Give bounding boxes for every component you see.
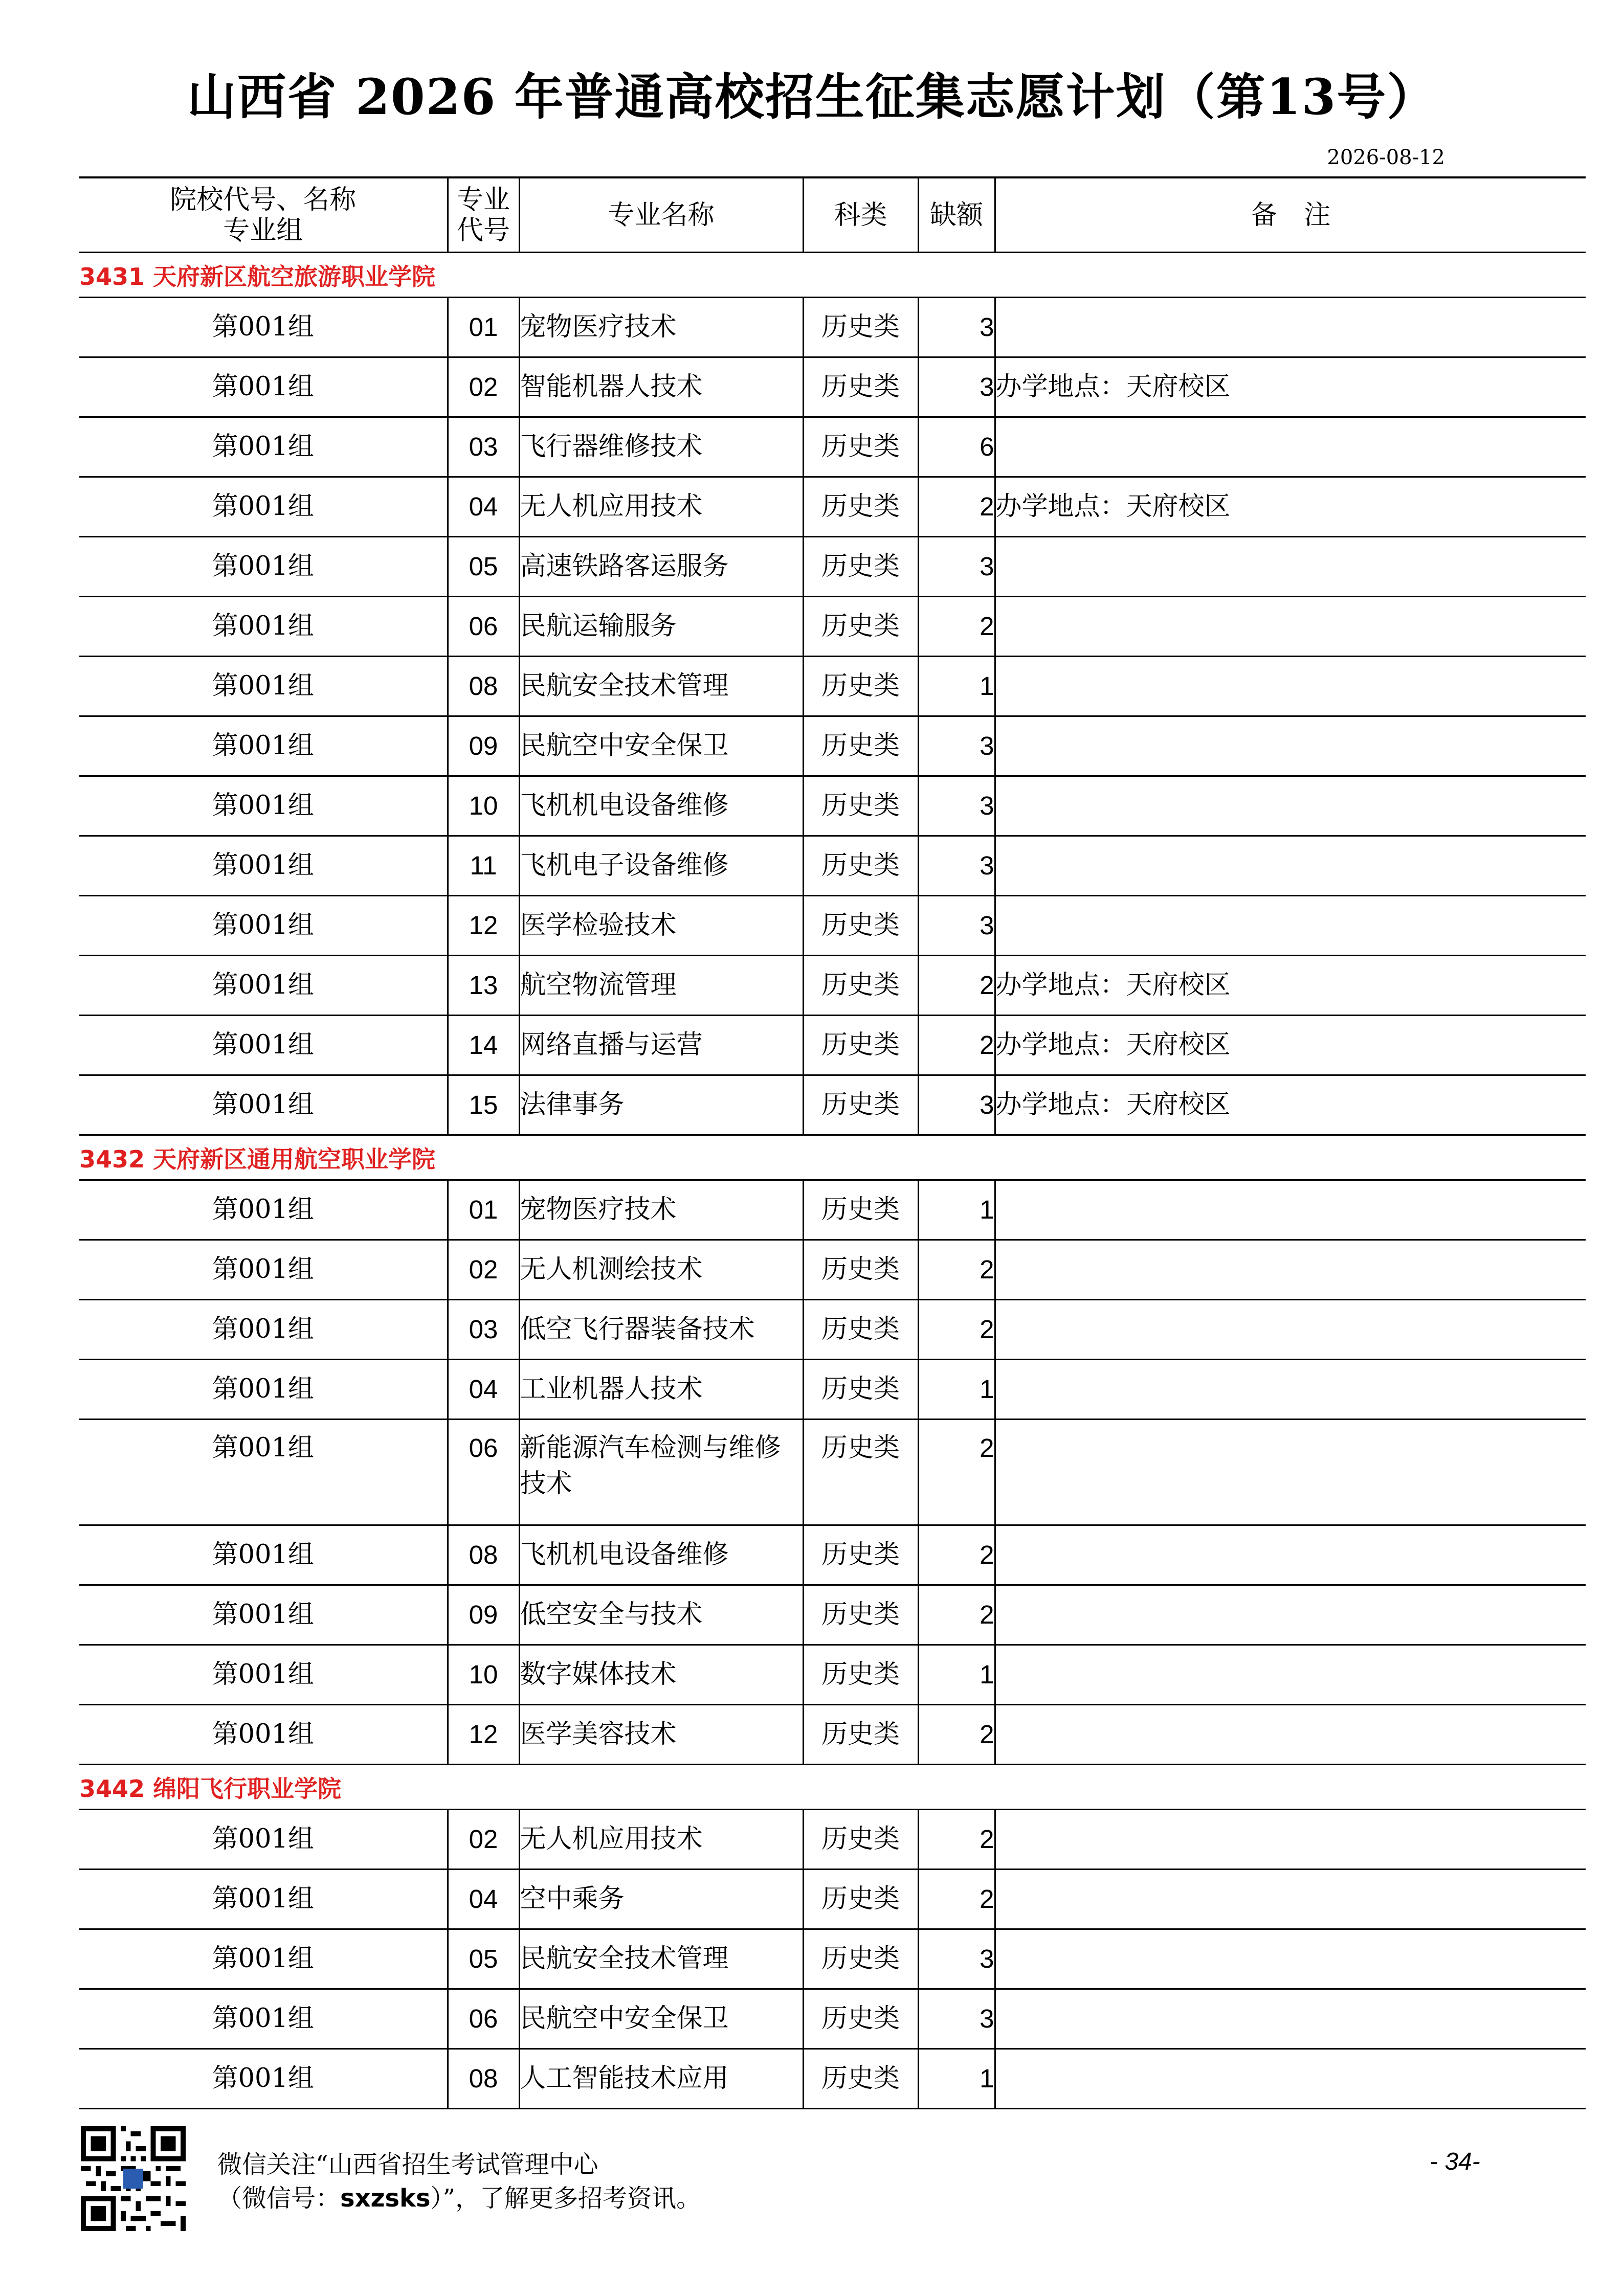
category-cell: 历史类 [803, 1300, 918, 1360]
major-name-cell: 民航空中安全保卫 [519, 716, 803, 776]
major-name-cell: 医学检验技术 [519, 896, 803, 956]
major-name-cell: 空中乘务 [519, 1870, 803, 1929]
major-code-cell: 06 [448, 1989, 519, 2049]
quota-cell: 3 [918, 537, 995, 597]
page-number: - 34- [1430, 2148, 1480, 2175]
group-cell: 第001组 [79, 1240, 448, 1300]
group-cell: 第001组 [79, 896, 448, 956]
major-name-cell: 宠物医疗技术 [519, 298, 803, 357]
major-name-cell: 无人机测绘技术 [519, 1240, 803, 1300]
table-row [79, 1300, 1586, 1360]
footer-notice [217, 2148, 701, 2215]
major-name-cell: 低空安全与技术 [519, 1585, 803, 1645]
quota-cell: 2 [918, 1705, 995, 1765]
table-row [79, 417, 1586, 477]
major-code-cell: 08 [448, 1525, 519, 1585]
major-name-cell: 飞机电子设备维修 [519, 836, 803, 896]
quota-cell: 3 [918, 716, 995, 776]
quota-cell: 3 [918, 357, 995, 417]
group-cell: 第001组 [79, 1929, 448, 1989]
major-code-cell: 14 [448, 1016, 519, 1075]
major-name-cell: 民航运输服务 [519, 597, 803, 657]
major-code-cell: 03 [448, 1300, 519, 1360]
note-cell [995, 1240, 1586, 1300]
category-cell: 历史类 [803, 836, 918, 896]
major-name-cell: 无人机应用技术 [519, 477, 803, 537]
table-row [79, 836, 1586, 896]
footer-line-1: 微信关注“山西省招生考试管理中心 [217, 2150, 598, 2179]
major-name-cell: 网络直播与运营 [519, 1016, 803, 1075]
major-code-cell: 01 [448, 298, 519, 357]
major-code-cell: 09 [448, 716, 519, 776]
quota-cell: 3 [918, 836, 995, 896]
quota-cell: 2 [918, 1016, 995, 1075]
major-name-cell: 民航安全技术管理 [519, 657, 803, 716]
note-cell [995, 1585, 1586, 1645]
group-cell: 第001组 [79, 1300, 448, 1360]
group-cell: 第001组 [79, 1989, 448, 2049]
major-name-cell: 法律事务 [519, 1075, 803, 1135]
quota-cell: 1 [918, 1645, 995, 1705]
table-row [79, 298, 1586, 357]
footer-line-2: （微信号：sxzsks）”，了解更多招考资讯。 [217, 2184, 701, 2213]
major-code-cell: 06 [448, 597, 519, 657]
college-heading: 3432 天府新区通用航空职业学院 [79, 1135, 1586, 1180]
category-cell: 历史类 [803, 1810, 918, 1870]
category-cell: 历史类 [803, 417, 918, 477]
major-name-cell: 宠物医疗技术 [519, 1180, 803, 1240]
group-cell: 第001组 [79, 1075, 448, 1135]
table-row [79, 1240, 1586, 1300]
header-note: 备 注 [995, 177, 1586, 253]
plan-table-body [79, 253, 1586, 2109]
category-cell: 历史类 [803, 477, 918, 537]
note-cell [995, 776, 1586, 836]
category-cell: 历史类 [803, 357, 918, 417]
table-row [79, 1360, 1586, 1420]
group-cell: 第001组 [79, 657, 448, 716]
quota-cell: 2 [918, 1585, 995, 1645]
category-cell: 历史类 [803, 1016, 918, 1075]
quota-cell: 2 [918, 1810, 995, 1870]
major-code-cell: 02 [448, 357, 519, 417]
note-cell [995, 1180, 1586, 1240]
major-name-cell: 民航空中安全保卫 [519, 1989, 803, 2049]
quota-cell: 3 [918, 1075, 995, 1135]
table-row [79, 537, 1586, 597]
note-cell [995, 597, 1586, 657]
table-row [79, 776, 1586, 836]
header-quota: 缺额 [918, 177, 995, 253]
major-name-cell: 无人机应用技术 [519, 1810, 803, 1870]
table-header-row [79, 177, 1586, 253]
category-cell: 历史类 [803, 1075, 918, 1135]
college-heading-row [79, 253, 1586, 298]
major-name-cell: 航空物流管理 [519, 956, 803, 1016]
note-cell [995, 1810, 1586, 1870]
note-cell [995, 716, 1586, 776]
category-cell: 历史类 [803, 1989, 918, 2049]
group-cell: 第001组 [79, 1585, 448, 1645]
table-row [79, 1810, 1586, 1870]
quota-cell: 6 [918, 417, 995, 477]
note-cell [995, 1360, 1586, 1420]
quota-cell: 2 [918, 1420, 995, 1525]
category-cell: 历史类 [803, 1870, 918, 1929]
category-cell: 历史类 [803, 1240, 918, 1300]
major-name-cell: 智能机器人技术 [519, 357, 803, 417]
major-name-cell: 低空飞行器装备技术 [519, 1300, 803, 1360]
major-name-cell: 新能源汽车检测与维修技术 [519, 1420, 803, 1525]
note-cell [995, 1989, 1586, 2049]
quota-cell: 2 [918, 956, 995, 1016]
major-code-cell: 04 [448, 477, 519, 537]
note-cell: 办学地点：天府校区 [995, 477, 1586, 537]
major-name-cell: 飞行器维修技术 [519, 417, 803, 477]
category-cell: 历史类 [803, 597, 918, 657]
major-code-cell: 04 [448, 1360, 519, 1420]
quota-cell: 3 [918, 776, 995, 836]
category-cell: 历史类 [803, 1360, 918, 1420]
college-heading: 3431 天府新区航空旅游职业学院 [79, 253, 1586, 298]
major-code-cell: 10 [448, 776, 519, 836]
note-cell [995, 1705, 1586, 1765]
group-cell: 第001组 [79, 1525, 448, 1585]
major-code-cell: 11 [448, 836, 519, 896]
header-category: 科类 [803, 177, 918, 253]
quota-cell: 2 [918, 1240, 995, 1300]
table-row [79, 597, 1586, 657]
table-row [79, 1705, 1586, 1765]
group-cell: 第001组 [79, 836, 448, 896]
category-cell: 历史类 [803, 1525, 918, 1585]
group-cell: 第001组 [79, 298, 448, 357]
group-cell: 第001组 [79, 1870, 448, 1929]
qr-code-icon [81, 2126, 186, 2231]
major-code-cell: 12 [448, 896, 519, 956]
wechat-id: sxzsks [340, 2184, 431, 2213]
note-cell [995, 298, 1586, 357]
table-row [79, 1420, 1586, 1525]
note-cell [995, 1645, 1586, 1705]
college-heading-row [79, 1135, 1586, 1180]
group-cell: 第001组 [79, 1810, 448, 1870]
major-code-cell: 12 [448, 1705, 519, 1765]
plan-table [79, 176, 1586, 2109]
major-name-cell: 民航安全技术管理 [519, 1929, 803, 1989]
note-cell [995, 1870, 1586, 1929]
category-cell: 历史类 [803, 1705, 918, 1765]
header-major: 专业名称 [519, 177, 803, 253]
major-name-cell: 飞机机电设备维修 [519, 1525, 803, 1585]
note-cell [995, 1929, 1586, 1989]
category-cell: 历史类 [803, 1585, 918, 1645]
note-cell: 办学地点：天府校区 [995, 1075, 1586, 1135]
publish-date: 2026-08-12 [1327, 146, 1445, 169]
note-cell [995, 657, 1586, 716]
quota-cell: 3 [918, 896, 995, 956]
group-cell: 第001组 [79, 597, 448, 657]
major-name-cell: 人工智能技术应用 [519, 2049, 803, 2109]
note-cell [995, 836, 1586, 896]
table-row [79, 1585, 1586, 1645]
category-cell: 历史类 [803, 1645, 918, 1705]
table-row [79, 716, 1586, 776]
note-cell [995, 1420, 1586, 1525]
quota-cell: 1 [918, 657, 995, 716]
major-code-cell: 02 [448, 1810, 519, 1870]
header-college: 院校代号、名称 专业组 [79, 177, 448, 253]
table-row [79, 657, 1586, 716]
major-code-cell: 05 [448, 537, 519, 597]
quota-cell: 2 [918, 477, 995, 537]
category-cell: 历史类 [803, 776, 918, 836]
quota-cell: 2 [918, 1300, 995, 1360]
category-cell: 历史类 [803, 537, 918, 597]
category-cell: 历史类 [803, 1420, 918, 1525]
category-cell: 历史类 [803, 896, 918, 956]
college-heading: 3442 绵阳飞行职业学院 [79, 1765, 1586, 1810]
major-name-cell: 飞机机电设备维修 [519, 776, 803, 836]
note-cell [995, 1525, 1586, 1585]
table-row [79, 1645, 1586, 1705]
note-cell [995, 417, 1586, 477]
table-row [79, 956, 1586, 1016]
category-cell: 历史类 [803, 956, 918, 1016]
note-cell: 办学地点：天府校区 [995, 357, 1586, 417]
category-cell: 历史类 [803, 657, 918, 716]
major-name-cell: 数字媒体技术 [519, 1645, 803, 1705]
quota-cell: 1 [918, 2049, 995, 2109]
major-code-cell: 13 [448, 956, 519, 1016]
major-code-cell: 08 [448, 2049, 519, 2109]
page-title: 山西省 2026 年普通高校招生征集志愿计划（第13号） [187, 68, 1437, 126]
major-code-cell: 04 [448, 1870, 519, 1929]
major-code-cell: 15 [448, 1075, 519, 1135]
major-name-cell: 工业机器人技术 [519, 1360, 803, 1420]
category-cell: 历史类 [803, 2049, 918, 2109]
group-cell: 第001组 [79, 477, 448, 537]
category-cell: 历史类 [803, 716, 918, 776]
group-cell: 第001组 [79, 1645, 448, 1705]
major-code-cell: 06 [448, 1420, 519, 1525]
note-cell: 办学地点：天府校区 [995, 1016, 1586, 1075]
quota-cell: 1 [918, 1360, 995, 1420]
major-code-cell: 09 [448, 1585, 519, 1645]
category-cell: 历史类 [803, 1180, 918, 1240]
header-code: 专业 代号 [448, 177, 519, 253]
group-cell: 第001组 [79, 956, 448, 1016]
table-row [79, 357, 1586, 417]
note-cell [995, 537, 1586, 597]
quota-cell: 3 [918, 1989, 995, 2049]
quota-cell: 2 [918, 1525, 995, 1585]
quota-cell: 2 [918, 597, 995, 657]
table-row [79, 1929, 1586, 1989]
category-cell: 历史类 [803, 1929, 918, 1989]
group-cell: 第001组 [79, 1420, 448, 1525]
group-cell: 第001组 [79, 537, 448, 597]
major-name-cell: 高速铁路客运服务 [519, 537, 803, 597]
group-cell: 第001组 [79, 716, 448, 776]
group-cell: 第001组 [79, 1016, 448, 1075]
category-cell: 历史类 [803, 298, 918, 357]
major-code-cell: 10 [448, 1645, 519, 1705]
table-row [79, 1525, 1586, 1585]
table-row [79, 896, 1586, 956]
group-cell: 第001组 [79, 1180, 448, 1240]
quota-cell: 3 [918, 298, 995, 357]
table-row [79, 2049, 1586, 2109]
note-cell [995, 2049, 1586, 2109]
table-row [79, 1180, 1586, 1240]
quota-cell: 3 [918, 1929, 995, 1989]
major-code-cell: 08 [448, 657, 519, 716]
major-code-cell: 03 [448, 417, 519, 477]
major-code-cell: 05 [448, 1929, 519, 1989]
major-code-cell: 01 [448, 1180, 519, 1240]
group-cell: 第001组 [79, 776, 448, 836]
table-row [79, 1870, 1586, 1929]
note-cell [995, 1300, 1586, 1360]
quota-cell: 1 [918, 1180, 995, 1240]
table-row [79, 1016, 1586, 1075]
major-code-cell: 02 [448, 1240, 519, 1300]
group-cell: 第001组 [79, 357, 448, 417]
major-name-cell: 医学美容技术 [519, 1705, 803, 1765]
group-cell: 第001组 [79, 2049, 448, 2109]
quota-cell: 2 [918, 1870, 995, 1929]
note-cell [995, 896, 1586, 956]
group-cell: 第001组 [79, 417, 448, 477]
college-heading-row [79, 1765, 1586, 1810]
note-cell: 办学地点：天府校区 [995, 956, 1586, 1016]
table-row [79, 1075, 1586, 1135]
table-row [79, 477, 1586, 537]
group-cell: 第001组 [79, 1360, 448, 1420]
table-row [79, 1989, 1586, 2049]
group-cell: 第001组 [79, 1705, 448, 1765]
